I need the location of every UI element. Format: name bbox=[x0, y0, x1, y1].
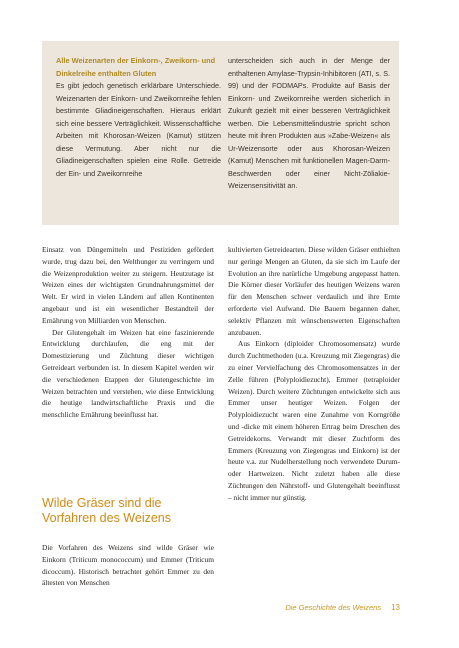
section-heading: Wilde Gräser sind die Vorfahren des Weizens bbox=[42, 496, 172, 525]
page-number: 13 bbox=[391, 603, 400, 612]
left-text-column bbox=[42, 244, 214, 421]
left-paragraph-2: Der Glutengehalt im Weizen hat eine faszinierende Entwicklung durchlaufen, die eng mit der Domestizierung und Züchtung dieser wichtigen Getreideart verbunden ist. In diesem Kapitel werden wir die verschiedenen Etappen der Glutengeschichte im Weizen betrachten und verstehen, wie diese Entwicklung die heutige landwirtschaftliche Praxis und die menschliche Ernährung beeinflusst hat. bbox=[42, 327, 214, 420]
info-box-left-column bbox=[56, 55, 221, 180]
info-box-right-text: unterscheiden sich auch in der Menge der enthaltenen Amylase-Trypsin-Inhibitoren (ATI, s. S. 99) und der FODMAPs. Produkte auf Basis der Einkorn- und Zweikornreihe werden sicherlich in Zukunft gezielt mit einer besseren Verträglichkeit werben. Die Lebensmittelindustrie spricht schon heute mit ihren Produkten aus »Zabe-Weizen« als Ur-Weizensorte oder aus Khorosan-Weizen (Kamut) Menschen mit funktionellen Magen-Darm-Beschwerden oder einer Nicht-Zöliakie-Weizensensitivität an. bbox=[228, 56, 390, 190]
info-box bbox=[42, 41, 399, 225]
section-body bbox=[42, 542, 214, 589]
right-paragraph-2: Aus Einkorn (diploider Chromosomensatz) wurde durch Zuchtmethoden (u.a. Kreuzung mit Ziegengras) die zu einer Vervielfachung des Chromosomensatzes in der Zelle führen (Polyploidiezucht), Emmer (tetraploider Weizen). Durch weitere Züchtungen entwickelte sich aus Emmer unser heutiger Weizen. Folgen der Polyploidiezucht waren eine Zunahme von Korngröße und -dicke mit einem höheren Ertrag beim Dreschen des Getreidekorns. Verwandt mit dieser Zuchtform des Emmers (Kreuzung von Ziegengras und Einkorn) ist der heute v.a. zur Nudelherstellung noch verwendete Durum- oder Hartweizen. Nicht zuletzt haben alle diese Züchtungen den Nährstoff- und Glutengehalt beeinflusst – nicht immer nur günstig. bbox=[228, 339, 400, 502]
footer-chapter-title: Die Geschichte des Weizens bbox=[285, 603, 382, 612]
right-paragraph-1: kultivierten Getreidearten. Diese wilden Gräser enthielten nur geringe Mengen an Gluten, da sie sich im Laufe der Evolution an ihre natürliche Umgebung angepasst hatten. Die Körner dieser Vorläufer des heutigen Weizens waren für den Menschen schwer verdaulich und ihre Ernte erforderte viel Aufwand. Die Bauern begannen daher, selektiv Pflanzen mit wünschenswerten Eigenschaften anzubauen. bbox=[228, 245, 400, 337]
page-footer bbox=[240, 603, 400, 612]
info-box-right-column bbox=[228, 55, 390, 193]
right-text-column bbox=[228, 244, 400, 504]
info-box-title: Alle Weizenarten der Einkorn-, Zweikorn- und Dinkelreihe enthalten Gluten bbox=[56, 56, 216, 78]
section-paragraph-1: Die Vorfahren des Weizens sind wilde Gräser wie Einkorn (Triticum monococcum) und Emmer (Triticum dicoccum). Historisch betrachtet gehört Emmer zu den ältesten von Menschen bbox=[42, 543, 214, 588]
left-paragraph-1: Einsatz von Düngemitteln und Pestiziden gefördert wurde, trug dazu bei, den Welthunger zu verringern und die Weizenproduktion weiter zu steigern. Heutzutage ist Weizen eines der wichtigsten Grundnahrungsmittel der Welt. Er wird in vielen Ländern auf allen Kontinenten angebaut und ist ein wesentlicher Bestandteil der Ernährung von Milliarden von Menschen. bbox=[42, 245, 214, 325]
info-box-left-text: Es gibt jedoch genetisch erklärbare Unterschiede. Weizenarten der Einkorn- und Zweikornreihe fehlen bestimmte Gliadineigenschaften. Hieraus erklärt sich eine bessere Verträglichkeit. Wissenschaftliche Arbeiten mit Khorosan-Weizen (Kamut) stützen diese Vermutung. Aber nicht nur die Gliadineigenschaften spielen eine Rolle. Getreide der Ein- und Zweikornreihe bbox=[56, 81, 221, 178]
